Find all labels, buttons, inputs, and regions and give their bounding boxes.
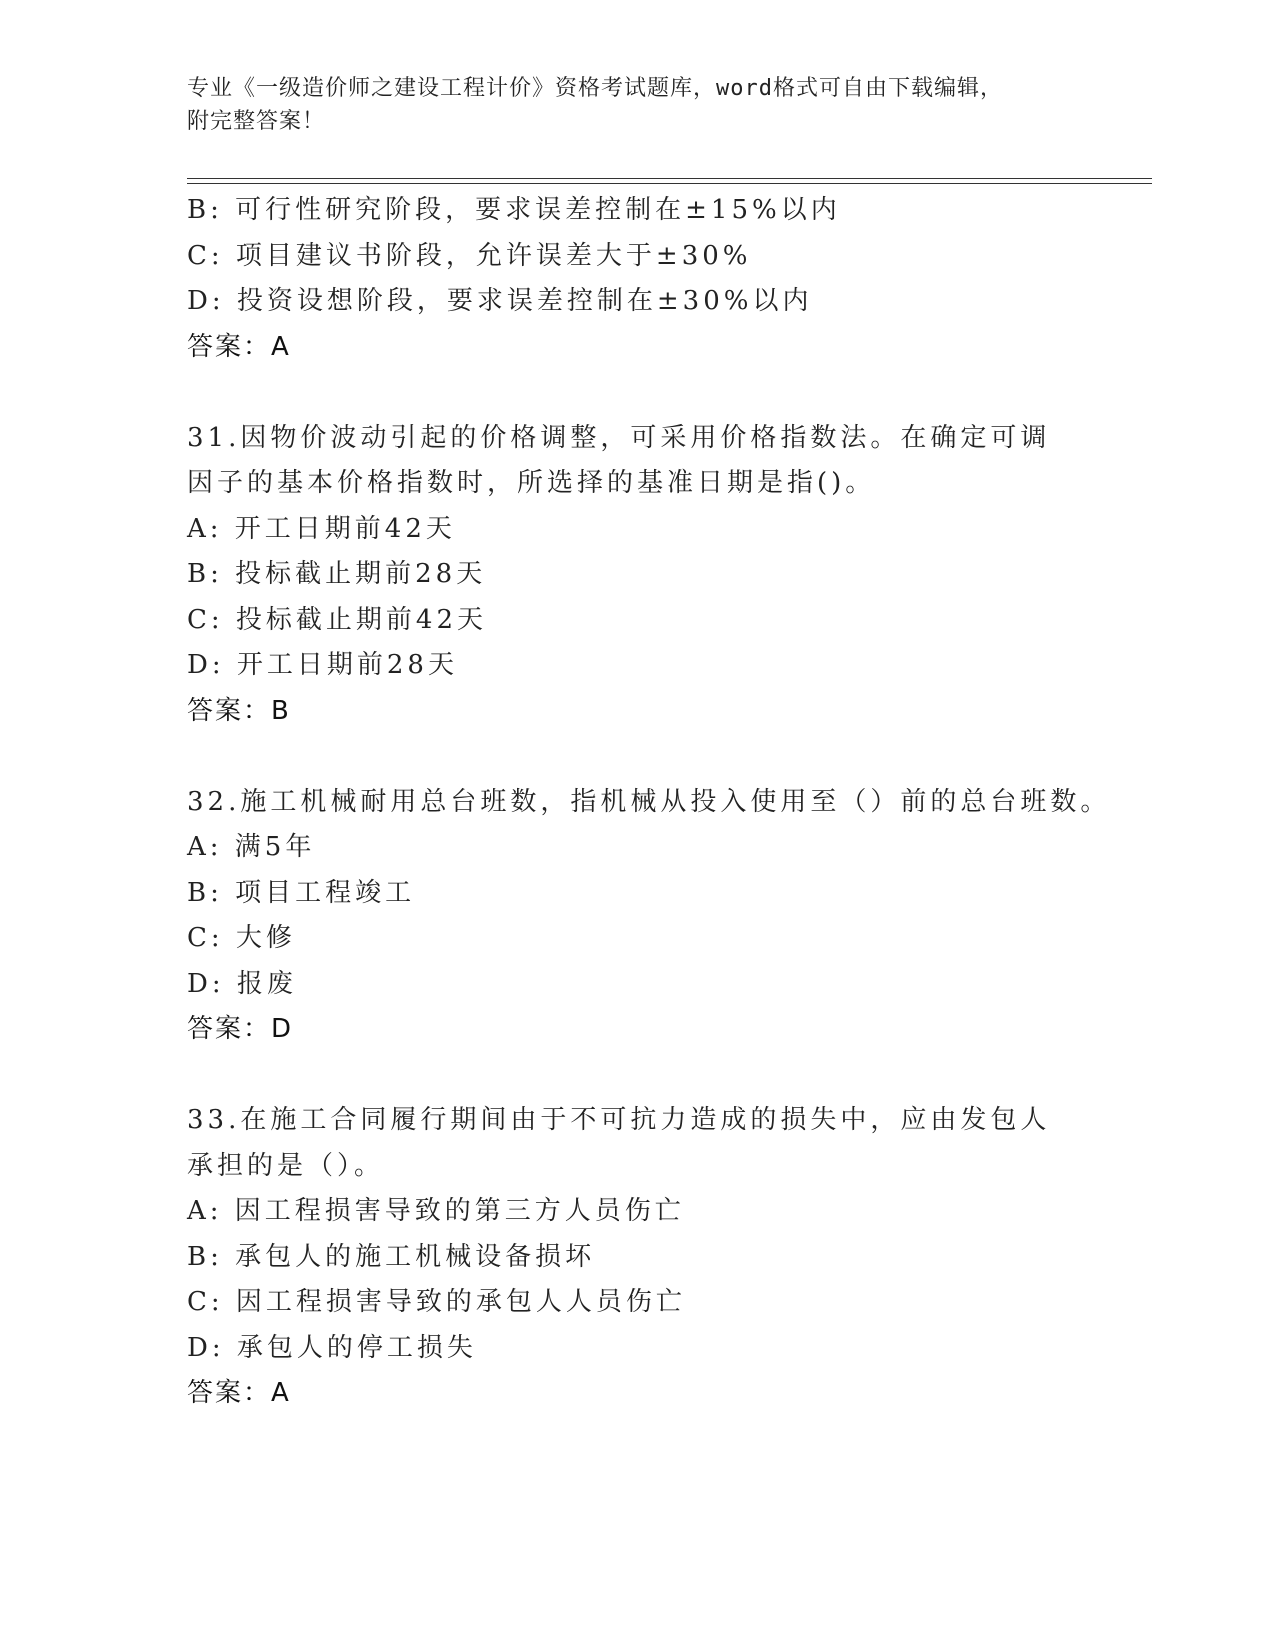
document-header	[187, 72, 1087, 138]
answer-line: 答案：A	[187, 331, 291, 362]
answer-line: 答案：B	[187, 695, 291, 726]
option-a: A: 开工日期前42天	[187, 513, 456, 544]
option-d: D: 投资设想阶段，要求误差控制在±30%以内	[187, 286, 813, 316]
spacer	[187, 1053, 1087, 1099]
question-stem: 33.在施工合同履行期间由于不可抗力造成的损失中，应由发包人承担的是（）。	[187, 1105, 1051, 1181]
option-c: C: 项目建议书阶段，允许误差大于±30%	[187, 240, 752, 271]
question-list	[187, 188, 1111, 1417]
header-divider-top	[187, 178, 1152, 179]
question-block-30	[187, 188, 1087, 370]
question-stem: 31.因物价波动引起的价格调整，可采用价格指数法。在确定可调因子的基本价格指数时，所选择的基准日期是指()。	[187, 422, 1051, 498]
answer-line: 答案：A	[187, 1378, 291, 1408]
question-block-32	[187, 780, 1111, 1053]
option-b: B: 投标截止期前28天	[187, 559, 487, 589]
spacer	[187, 734, 1087, 780]
option-b: B: 承包人的施工机械设备损坏	[187, 1241, 596, 1272]
spacer	[187, 370, 1087, 416]
answer-line: 答案：D	[187, 1014, 294, 1044]
header-line-1: 专业《一级造价师之建设工程计价》资格考试题库，word格式可自由下载编辑，	[187, 76, 1003, 101]
option-d: D: 报废	[187, 968, 297, 999]
option-a: A: 满5年	[187, 832, 316, 862]
question-stem: 32.施工机械耐用总台班数，指机械从投入使用至（）前的总台班数。	[187, 786, 1111, 817]
question-block-31	[187, 416, 1087, 735]
option-d: D: 承包人的停工损失	[187, 1332, 477, 1363]
option-a: A: 因工程损害导致的第三方人员伤亡	[187, 1196, 685, 1226]
question-block-33	[187, 1098, 1087, 1417]
option-d: D: 开工日期前28天	[187, 650, 458, 680]
header-divider-bottom	[187, 183, 1152, 184]
option-c: C: 因工程损害导致的承包人人员伤亡	[187, 1287, 686, 1317]
option-c: C: 大修	[187, 923, 296, 953]
option-b: B: 项目工程竣工	[187, 877, 416, 908]
header-line-2: 附完整答案！	[187, 109, 326, 134]
option-b: B: 可行性研究阶段，要求误差控制在±15%以内	[187, 195, 841, 225]
option-c: C: 投标截止期前42天	[187, 604, 488, 635]
